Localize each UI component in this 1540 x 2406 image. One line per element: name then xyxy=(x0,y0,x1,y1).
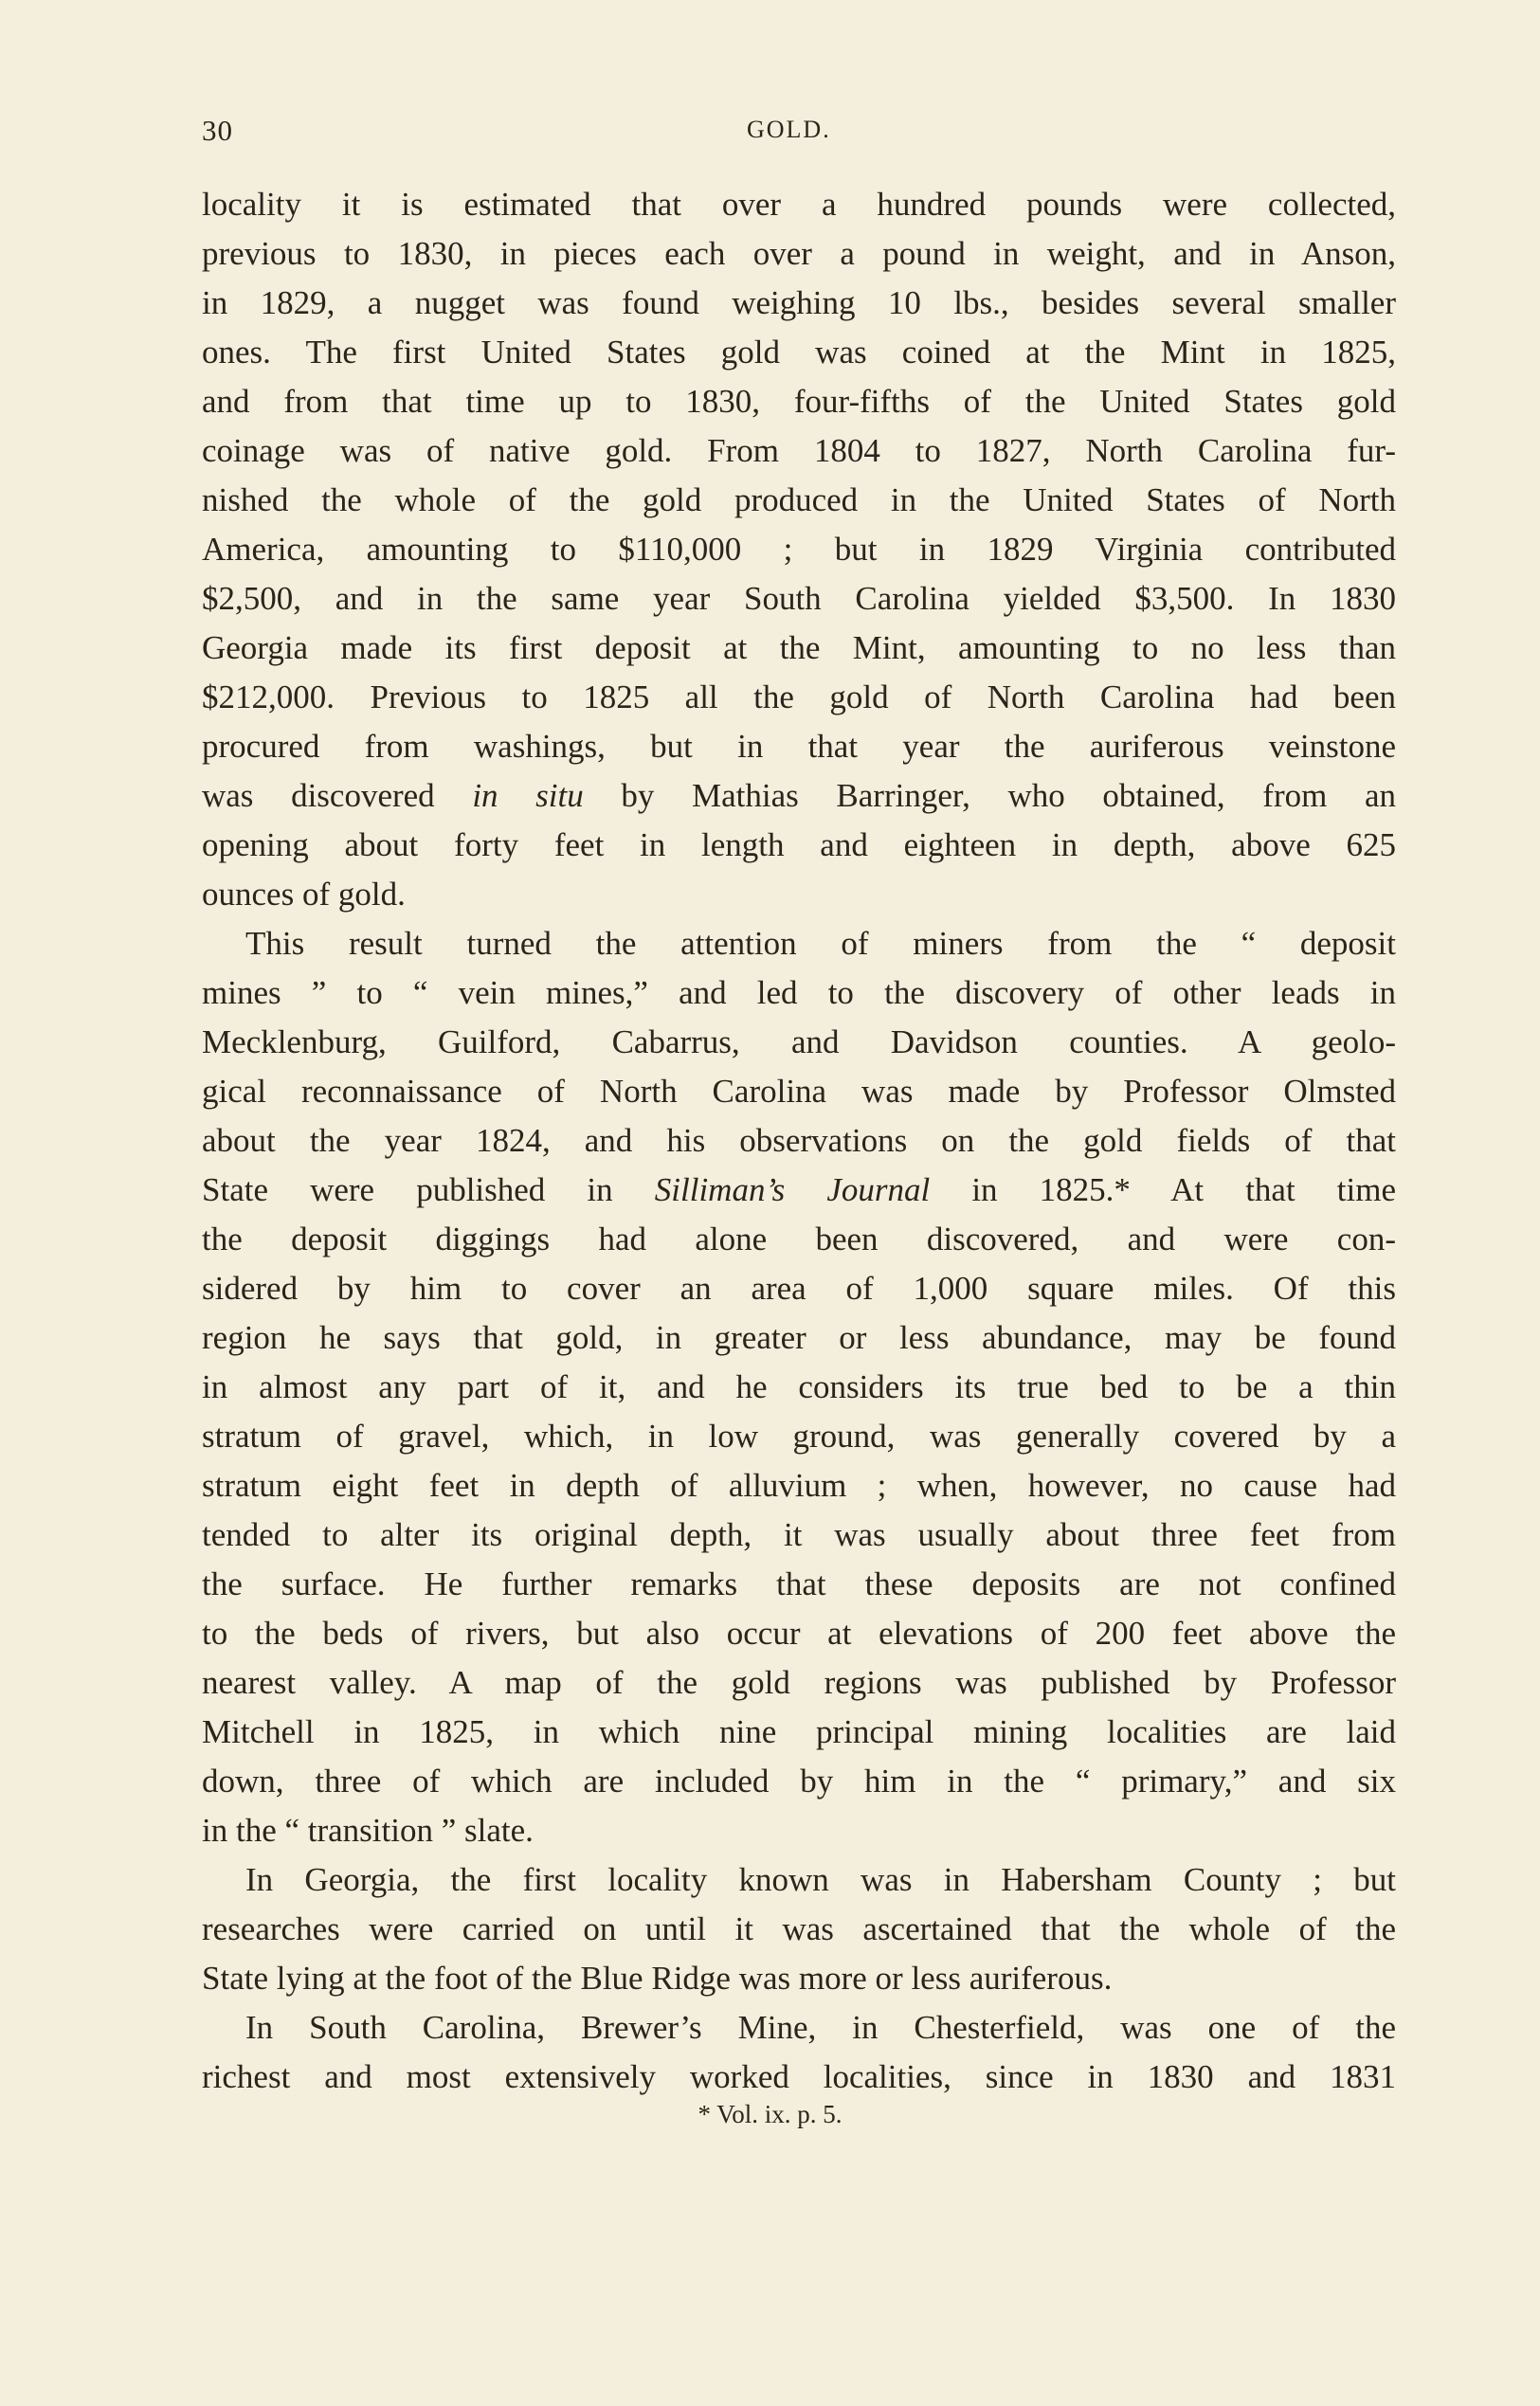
text-line: in 1829, a nugget was found weighing 10 lbs., besides several smaller xyxy=(202,284,1396,321)
text-line: researches were carried on until it was ascertained that the whole of the xyxy=(202,1910,1396,1947)
text-line: previous to 1830, in pieces each over a pound in weight, and in Anson, xyxy=(202,235,1396,272)
text-line: $2,500, and in the same year South Carolina yielded $3,500. In 1830 xyxy=(202,580,1396,617)
running-head: GOLD. xyxy=(747,116,831,143)
text-line: stratum of gravel, which, in low ground, was generally covered by a xyxy=(202,1418,1396,1455)
text-line: $212,000. Previous to 1825 all the gold of North Carolina had been xyxy=(202,678,1396,715)
italic-phrase: Silliman’s Journal xyxy=(654,1171,931,1208)
line-text: State were published in xyxy=(202,1171,655,1208)
text-line: the surface. He further remarks that these deposits are not confined xyxy=(202,1565,1396,1602)
text-line: the deposit diggings had alone been discovered, and were con- xyxy=(202,1221,1396,1257)
text-line: sidered by him to cover an area of 1,000 square miles. Of this xyxy=(202,1270,1396,1307)
text-line: coinage was of native gold. From 1804 to 1827, North Carolina fur- xyxy=(202,432,1396,469)
line-text: was discovered xyxy=(202,777,473,814)
text-line: Mitchell in 1825, in which nine principal mining localities are laid xyxy=(202,1713,1396,1750)
text-line: about the year 1824, and his observations on the gold fields of that xyxy=(202,1122,1396,1159)
text-line: in almost any part of it, and he considers its true bed to be a thin xyxy=(202,1368,1396,1405)
text-line: down, three of which are included by him in the “ primary,” and six xyxy=(202,1763,1396,1800)
text-line-italic xyxy=(202,771,1396,821)
text-line: Georgia made its first deposit at the Mint, amounting to no less than xyxy=(202,629,1396,666)
text-line: State lying at the foot of the Blue Ridge was more or less auriferous. xyxy=(202,1960,1113,1997)
text-line: stratum eight feet in depth of alluvium ; when, however, no cause had xyxy=(202,1467,1396,1504)
text-line: nearest valley. A map of the gold regions was published by Professor xyxy=(202,1664,1396,1701)
line-text: in 1825.* At that time xyxy=(930,1171,1396,1208)
paragraph-start: In Georgia, the first locality known was in Habersham County ; but xyxy=(245,1861,1396,1898)
text-line: and from that time up to 1830, four-fifths of the United States gold xyxy=(202,383,1396,420)
text-line: region he says that gold, in greater or less abundance, may be found xyxy=(202,1319,1396,1356)
text-line: mines ” to “ vein mines,” and led to the discovery of other leads in xyxy=(202,974,1396,1011)
paragraph-start: This result turned the attention of miners from the “ deposit xyxy=(245,925,1396,962)
text-line: America, amounting to $110,000 ; but in 1829 Virginia contributed xyxy=(202,531,1396,568)
text-line: ones. The first United States gold was coined at the Mint in 1825, xyxy=(202,334,1396,371)
footnote: * Vol. ix. p. 5. xyxy=(698,2100,842,2128)
text-line: Mecklenburg, Guilford, Cabarrus, and Davidson counties. A geolo- xyxy=(202,1023,1396,1060)
text-line: ounces of gold. xyxy=(202,876,406,913)
text-line: tended to alter its original depth, it was usually about three feet from xyxy=(202,1516,1396,1553)
italic-phrase: in situ xyxy=(472,777,584,814)
text-line: gical reconnaissance of North Carolina was made by Professor Olmsted xyxy=(202,1073,1396,1110)
text-line-italic xyxy=(202,1166,1396,1215)
text-line: in the “ transition ” slate. xyxy=(202,1812,534,1849)
text-line: procured from washings, but in that year the auriferous veinstone xyxy=(202,728,1396,765)
text-line: locality it is estimated that over a hundred pounds were collected, xyxy=(202,186,1396,223)
page-header xyxy=(202,114,1396,161)
text-line: opening about forty feet in length and eighteen in depth, above 625 xyxy=(202,826,1396,863)
page-number: 30 xyxy=(202,114,233,147)
text-line: richest and most extensively worked localities, since in 1830 and 1831 xyxy=(202,2058,1396,2095)
text-line: nished the whole of the gold produced in the United States of North xyxy=(202,481,1396,518)
line-text: by Mathias Barringer, who obtained, from an xyxy=(583,777,1397,814)
body-text xyxy=(202,180,1396,2102)
paragraph-start: In South Carolina, Brewer’s Mine, in Chesterfield, was one of the xyxy=(245,2009,1396,2046)
text-line: to the beds of rivers, but also occur at elevations of 200 feet above the xyxy=(202,1615,1396,1652)
